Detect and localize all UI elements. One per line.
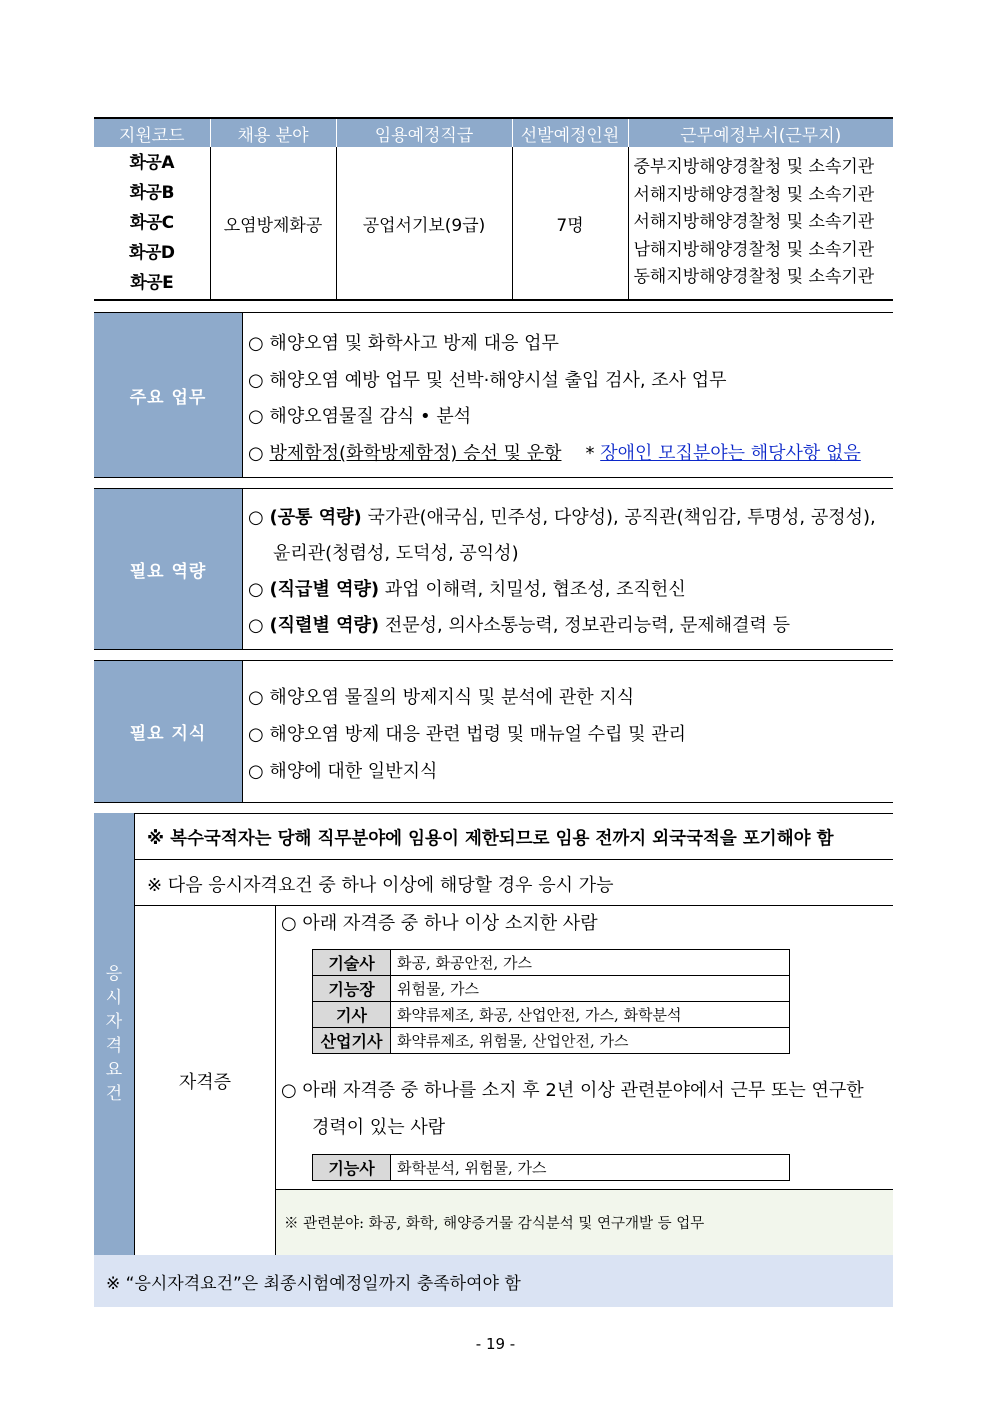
knowledge-title: 필요 지식 [94, 661, 243, 802]
duty-item-3: ○ 해양오염물질 감식 • 분석 [248, 406, 472, 427]
cert-grade: 기능장 [313, 976, 391, 1002]
knowledge-item-1: ○ 해양오염 물질의 방제지식 및 분석에 관한 지식 [248, 687, 635, 708]
recruitment-table [94, 117, 893, 301]
competency-item-1-cont: 윤리관(청렴성, 도덕성, 공익성) [273, 543, 519, 564]
vertical-char: 요 [105, 1060, 123, 1080]
cert-table-1 [312, 949, 790, 1054]
header-field: 채용 분야 [210, 118, 336, 147]
competency-item-2 [248, 575, 686, 601]
competency-label-1: (공통 역량) [269, 507, 362, 528]
table-row [313, 1028, 790, 1054]
duty-item-4-bullet: ○ [248, 443, 270, 464]
competency-label-3: (직렬별 역량) [269, 615, 380, 636]
code-a: 화공A [129, 153, 174, 173]
dept-2: 서해지방해양경찰청 및 소속기관 [633, 184, 875, 205]
bullet: ○ [248, 579, 270, 600]
header-code: 지원코드 [94, 118, 210, 147]
code-c: 화공C [129, 213, 174, 233]
cert-fields: 화학분석, 위험물, 가스 [391, 1155, 790, 1181]
disability-note-link[interactable]: 장애인 모집분야는 해당사항 없음 [600, 443, 861, 464]
competency-item-1 [248, 503, 876, 529]
condition-2: ○ 아래 자격증 중 하나를 소지 후 2년 이상 관련분야에서 근무 또는 연구한 [281, 1080, 864, 1101]
multi-nationality-notice: ※ 복수국적자는 당해 직무분야에 임용이 제한되므로 임용 전까지 외국국적을 포기해야 함 [147, 829, 834, 849]
competency-section [94, 488, 893, 650]
dept-cell [628, 147, 893, 300]
qualification-vertical-title [94, 813, 135, 1255]
page-number: - 19 - [475, 1335, 516, 1353]
duty-item-4-text: 방제함정(화학방제함정) 승선 및 운항 [269, 443, 562, 464]
dept-3: 서해지방해양경찰청 및 소속기관 [633, 212, 875, 233]
competency-label-2: (직급별 역량) [269, 579, 380, 600]
cert-grade: 산업기사 [313, 1028, 391, 1054]
code-e: 화공E [130, 273, 174, 293]
eligibility-notice: ※ 다음 응시자격요건 중 하나 이상에 해당할 경우 응시 가능 [147, 875, 614, 896]
bullet: ○ [248, 615, 270, 636]
cert-grade: 기사 [313, 1002, 391, 1028]
knowledge-item-3: ○ 해양에 대한 일반지식 [248, 761, 438, 782]
vertical-char: 자 [105, 1012, 123, 1032]
competency-item-3 [248, 611, 790, 637]
table-row [313, 950, 790, 976]
cert-label: 자격증 [178, 1071, 232, 1093]
divider [135, 859, 893, 860]
duty-item-4 [248, 439, 861, 465]
duty-item-2: ○ 해양오염 예방 업무 및 선박·해양시설 출입 검사, 조사 업무 [248, 370, 727, 391]
vertical-char: 건 [105, 1084, 123, 1104]
dept-5: 동해지방해양경찰청 및 소속기관 [633, 267, 875, 288]
duties-body [243, 313, 893, 477]
table-row [313, 1155, 790, 1181]
competency-body [243, 489, 893, 649]
code-cell [94, 147, 210, 300]
table-row [94, 147, 893, 300]
vertical-char: 응 [105, 964, 123, 984]
duties-title: 주요 업무 [94, 313, 243, 477]
competency-text-3: 전문성, 의사소통능력, 정보관리능력, 문제해결력 등 [379, 615, 791, 636]
vertical-char: 시 [105, 988, 123, 1008]
header-grade: 임용예정직급 [336, 118, 512, 147]
knowledge-section [94, 660, 893, 803]
knowledge-body [243, 661, 893, 802]
bullet: ○ [248, 507, 270, 528]
cert-fields: 화약류제조, 화공, 산업안전, 가스, 화학분석 [391, 1002, 790, 1028]
competency-text-1: 국가관(애국심, 민주성, 다양성), 공직관(책임감, 투명성, 공정성), [361, 507, 876, 528]
cert-grade: 기술사 [313, 950, 391, 976]
code-b: 화공B [129, 183, 174, 203]
knowledge-item-2: ○ 해양오염 방제 대응 관련 법령 및 매뉴얼 수립 및 관리 [248, 724, 687, 745]
cert-fields: 화공, 화공안전, 가스 [391, 950, 790, 976]
header-count: 선발예정인원 [512, 118, 628, 147]
competency-title: 필요 역량 [94, 489, 243, 649]
field-cell: 오염방제화공 [210, 147, 336, 300]
vertical-char: 격 [105, 1036, 123, 1056]
dept-1: 중부지방해양경찰청 및 소속기관 [633, 157, 875, 178]
table-header-row [94, 118, 893, 147]
divider [135, 813, 893, 814]
count-cell: 7명 [512, 147, 628, 300]
competency-text-2: 과업 이해력, 치밀성, 협조성, 조직헌신 [379, 579, 686, 600]
cert-fields: 위험물, 가스 [391, 976, 790, 1002]
cert-table-2 [312, 1154, 790, 1181]
related-field-note: ※ 관련분야: 화공, 화학, 해양증거물 감식분석 및 연구개발 등 업무 [276, 1190, 893, 1255]
duties-section [94, 312, 893, 478]
grade-cell: 공업서기보(9급) [336, 147, 512, 300]
header-dept: 근무예정부서(근무지) [628, 118, 893, 147]
note-star: * [585, 443, 601, 464]
condition-1: ○ 아래 자격증 중 하나 이상 소지한 사람 [281, 913, 598, 934]
table-row [313, 976, 790, 1002]
table-row [313, 1002, 790, 1028]
code-d: 화공D [129, 243, 175, 263]
condition-2-cont: 경력이 있는 사람 [312, 1117, 446, 1138]
cert-fields: 화약류제조, 위험물, 산업안전, 가스 [391, 1028, 790, 1054]
dept-4: 남해지방해양경찰청 및 소속기관 [633, 239, 875, 260]
qualification-section [94, 813, 893, 1255]
cert-grade: 기능사 [313, 1155, 391, 1181]
duty-item-1: ○ 해양오염 및 화학사고 방제 대응 업무 [248, 333, 559, 354]
footer-note: ※ “응시자격요건”은 최종시험예정일까지 충족하여야 함 [94, 1255, 893, 1307]
